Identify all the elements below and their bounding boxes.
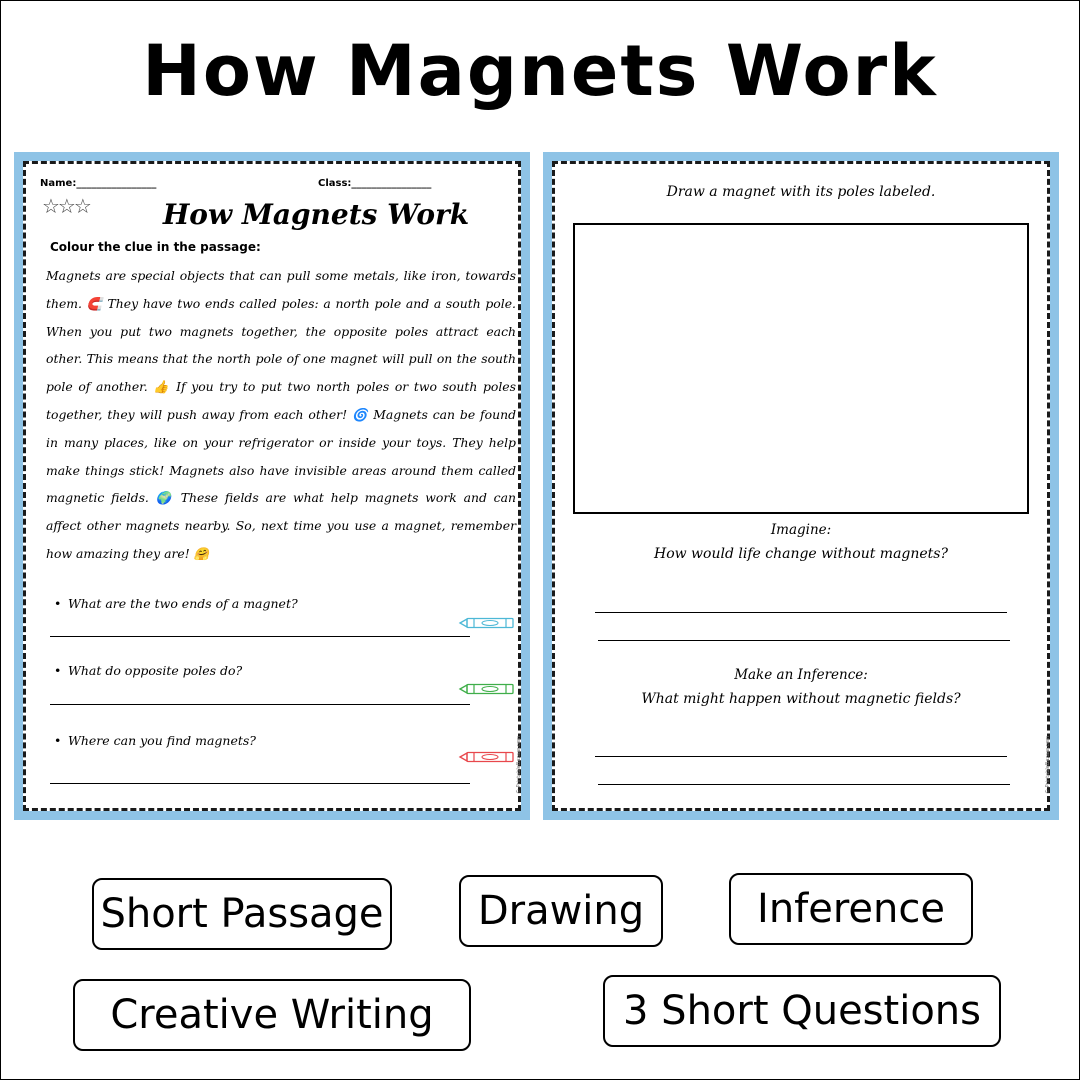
copyright-credit: © PrintableBazaar.com bbox=[516, 736, 522, 794]
name-field-label: Name:________________ bbox=[40, 178, 157, 189]
tag-short-passage: Short Passage bbox=[92, 878, 392, 950]
class-field-label: Class:________________ bbox=[318, 178, 432, 189]
instruction-text: Colour the clue in the passage: bbox=[50, 240, 261, 254]
tag-inference: Inference bbox=[729, 873, 973, 945]
worksheet-title: How Magnets Work bbox=[162, 198, 470, 231]
answer-line bbox=[50, 783, 470, 784]
activity-dashed-border bbox=[552, 161, 1050, 811]
tag-3-short-questions: 3 Short Questions bbox=[603, 975, 1001, 1047]
crayon-icon bbox=[458, 750, 518, 764]
writing-line bbox=[595, 612, 1007, 613]
imagine-heading: Imagine: bbox=[770, 522, 832, 538]
reading-passage: Magnets are special objects that can pull some metals, like iron, towards them. 🧲 They have two ends called poles: a north pole and a south pole. When you put two magnets together, the opposite poles attract each other. This means that the north pole of one magnet will pull on the south pole of another. 👍 If you try to put two north poles or two south poles together, they will push away from each other! 🌀 Magnets can be found in many places, like on your refrigerator or inside your toys. They help make things stick! Magnets also have invisible areas around them called magnetic fields. 🌍 These fields are what help magnets work and can affect other magnets nearby. So, next time you use a magnet, remember how amazing they are! 🤗 bbox=[46, 268, 516, 561]
bullet-icon: • bbox=[54, 663, 62, 678]
tag-drawing: Drawing bbox=[459, 875, 663, 947]
writing-line bbox=[595, 756, 1007, 757]
inference-heading: Make an Inference: bbox=[734, 667, 868, 683]
crayon-icon bbox=[458, 616, 518, 630]
question-text: What do opposite poles do? bbox=[68, 663, 243, 678]
bullet-icon: • bbox=[54, 596, 62, 611]
drawing-prompt: Draw a magnet with its poles labeled. bbox=[666, 184, 936, 200]
main-title: How Magnets Work bbox=[142, 30, 938, 112]
tag-creative-writing: Creative Writing bbox=[73, 979, 471, 1051]
bullet-icon: • bbox=[54, 733, 62, 748]
writing-line bbox=[598, 784, 1010, 785]
worksheet-page-preview bbox=[14, 152, 530, 820]
imagine-question: How would life change without magnets? bbox=[653, 546, 948, 562]
copyright-credit: © PrintableBazaar.com bbox=[1045, 736, 1051, 794]
activity-page-preview bbox=[543, 152, 1059, 820]
answer-line bbox=[50, 636, 470, 637]
question-text: Where can you find magnets? bbox=[68, 733, 256, 748]
question-3 bbox=[54, 733, 256, 748]
crayon-icon bbox=[458, 682, 518, 696]
answer-line bbox=[50, 704, 470, 705]
question-1 bbox=[54, 596, 298, 611]
writing-line bbox=[598, 640, 1010, 641]
inference-question: What might happen without magnetic fields? bbox=[641, 691, 961, 707]
question-2 bbox=[54, 663, 242, 678]
drawing-box bbox=[573, 223, 1029, 514]
rating-stars-icon: ☆☆☆ bbox=[42, 194, 90, 218]
question-text: What are the two ends of a magnet? bbox=[68, 596, 298, 611]
worksheet-dashed-border bbox=[23, 161, 521, 811]
